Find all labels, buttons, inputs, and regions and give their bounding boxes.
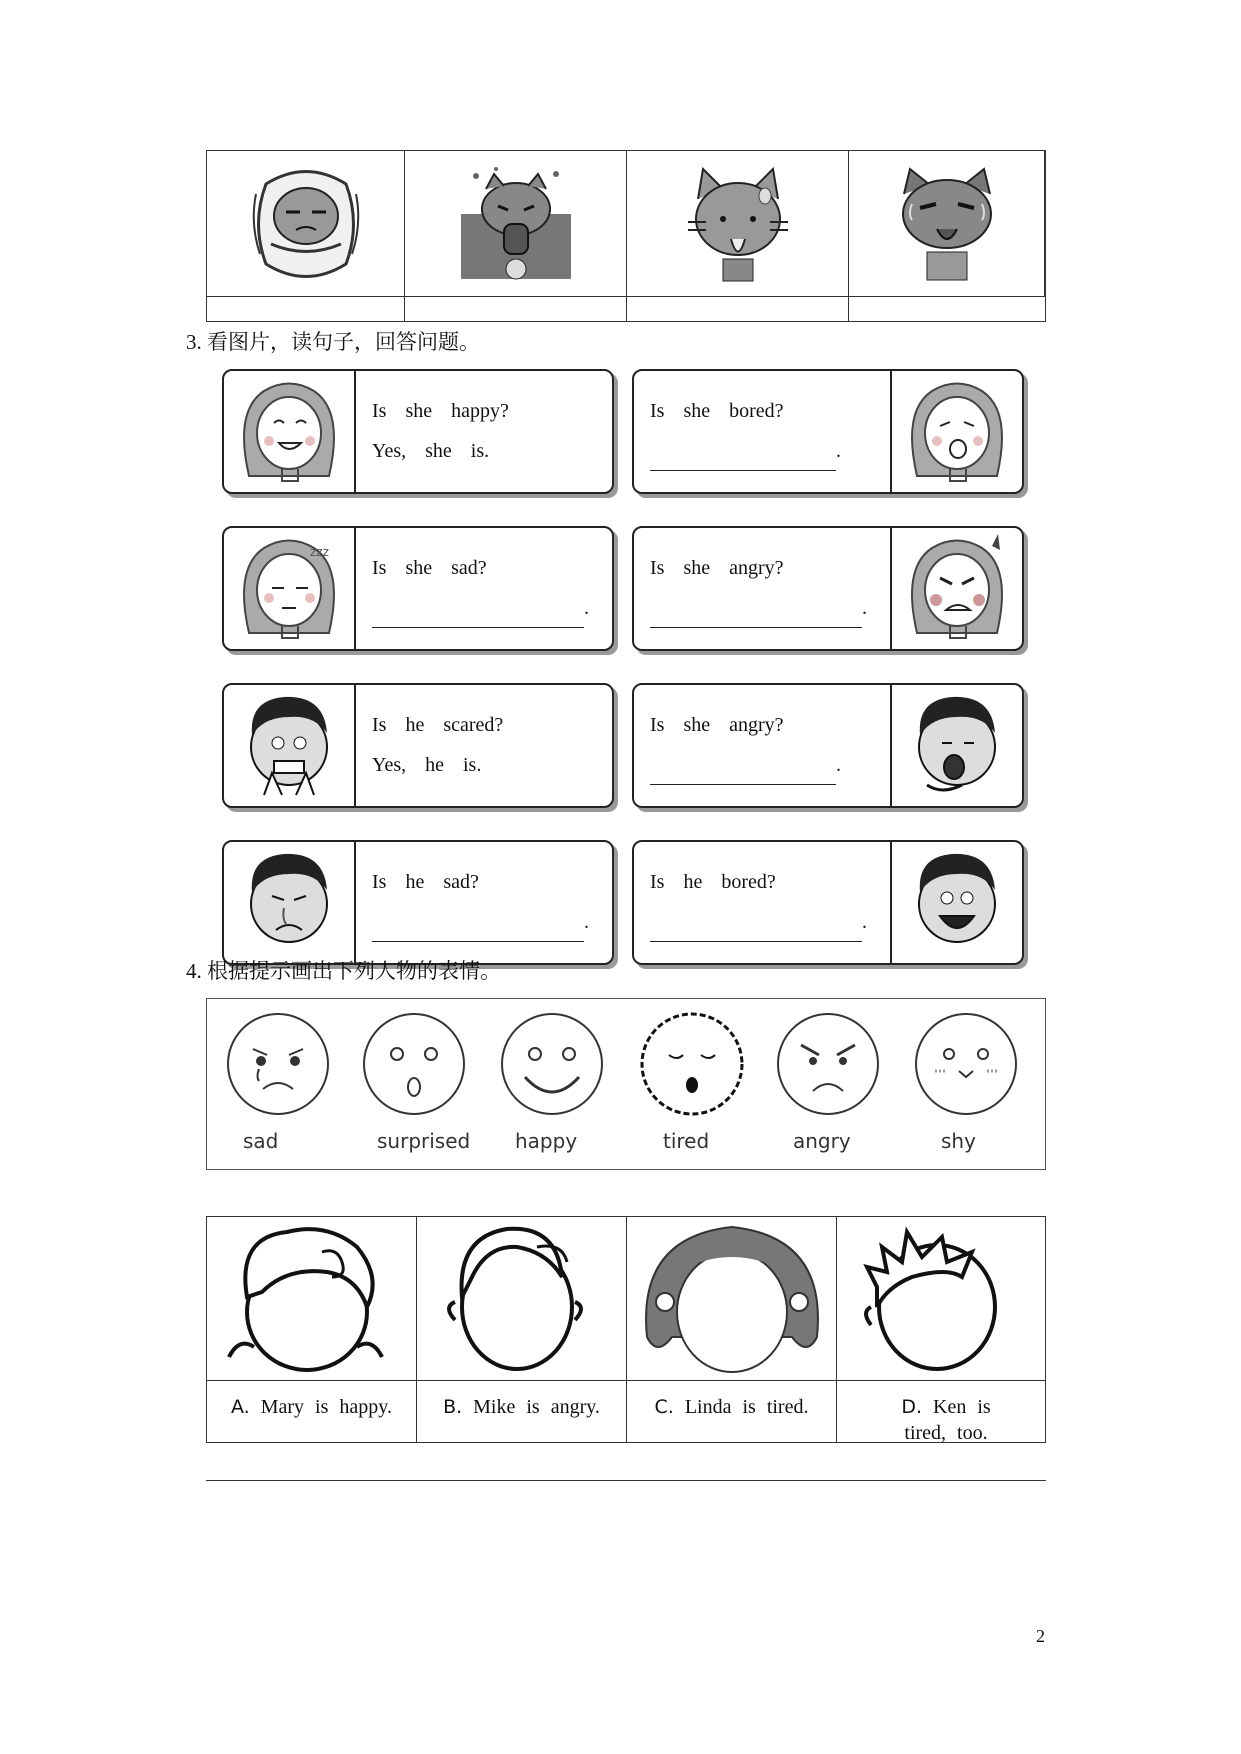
linda-head-outline[interactable] [627, 1217, 837, 1380]
mike-head-outline[interactable] [417, 1217, 627, 1380]
page-number: 2 [1036, 1626, 1045, 1646]
boy-crying-image [224, 842, 356, 963]
answer-text: . [584, 911, 589, 933]
cat-picture-table [206, 150, 1046, 322]
caption-text: Mike is angry. [473, 1396, 600, 1418]
answer-text: . [836, 754, 841, 776]
answer-blank-cell [627, 296, 849, 321]
angry-face-icon [773, 1009, 883, 1119]
cat-surprised-image [627, 151, 849, 296]
question-text: Is he bored? [650, 871, 776, 893]
draw-faces-table [206, 1216, 1046, 1443]
answer-text: . [862, 597, 867, 619]
face-label-tired: tired [663, 1129, 710, 1153]
answer-blank-cell [405, 296, 627, 321]
qa-card [632, 369, 1024, 494]
emotion-faces-reference [206, 998, 1046, 1170]
answer-text: . [584, 597, 589, 619]
girl-angry-image [890, 528, 1022, 649]
qa-card [222, 840, 614, 965]
answer-blank-line[interactable] [650, 607, 862, 628]
qa-card [632, 683, 1024, 808]
face-label-angry: angry [793, 1129, 851, 1153]
face-label-happy: happy [515, 1129, 578, 1153]
qa-card [222, 369, 614, 494]
boy-scared-image [224, 685, 356, 806]
question-text: Is he sad? [372, 871, 479, 893]
qa-card [222, 526, 614, 651]
caption-c [627, 1380, 837, 1442]
option-letter: D. [901, 1396, 922, 1418]
qa-card [222, 683, 614, 808]
answer-blank-cell [207, 296, 405, 321]
footer-divider [206, 1480, 1046, 1481]
question-text: Is he scared? [372, 714, 504, 736]
svg-text:zzz: zzz [310, 545, 329, 559]
girl-happy-image [224, 371, 356, 492]
option-letter: A. [231, 1396, 250, 1418]
question-text: Is she sad? [372, 557, 487, 579]
qa-card [632, 840, 1024, 965]
happy-face-icon [497, 1009, 607, 1119]
caption-text: Mary is happy. [260, 1396, 392, 1418]
face-label-sad: sad [243, 1129, 279, 1153]
caption-a [207, 1380, 417, 1442]
answer-blank-line[interactable] [650, 921, 862, 942]
answer-text: Yes, she is. [372, 440, 490, 462]
shy-face-icon [911, 1009, 1021, 1119]
answer-blank-line[interactable] [650, 450, 836, 471]
answer-text: . [836, 440, 841, 462]
face-label-surprised: surprised [377, 1129, 471, 1153]
question-text: Is she angry? [650, 714, 784, 736]
cat-hot-image [405, 151, 627, 296]
option-letter: C. [654, 1396, 674, 1418]
girl-sleepy-image [224, 528, 356, 649]
surprised-face-icon [359, 1009, 469, 1119]
mary-head-outline[interactable] [207, 1217, 417, 1380]
cat-cold-image [207, 151, 405, 296]
caption-b [417, 1380, 627, 1442]
sad-face-icon [223, 1009, 333, 1119]
answer-text: . [862, 911, 867, 933]
option-letter: B. [443, 1396, 463, 1418]
answer-blank-cell [849, 296, 1045, 321]
ken-head-outline[interactable] [837, 1217, 1045, 1380]
qa-card [632, 526, 1024, 651]
girl-crying-image [890, 371, 1022, 492]
boy-laughing-image [890, 842, 1022, 963]
question-text: Is she bored? [650, 400, 784, 422]
question-3-title: 3. 看图片，读句子，回答问题。 [186, 330, 480, 354]
caption-text: Linda is tired. [684, 1396, 809, 1418]
answer-blank-line[interactable] [372, 607, 584, 628]
tired-face-icon [635, 1007, 749, 1121]
answer-text: Yes, he is. [372, 754, 482, 776]
boy-yawning-image [890, 685, 1022, 806]
answer-blank-line[interactable] [650, 764, 836, 785]
cat-spicy-image [849, 151, 1045, 296]
answer-blank-line[interactable] [372, 921, 584, 942]
question-text: Is she happy? [372, 400, 509, 422]
caption-d [837, 1380, 1045, 1442]
face-label-shy: shy [941, 1129, 976, 1153]
question-text: Is she angry? [650, 557, 784, 579]
caption-text: Ken is tired, too. [904, 1396, 991, 1444]
question-4-title: 4. 根据提示画出下列人物的表情。 [186, 959, 501, 983]
